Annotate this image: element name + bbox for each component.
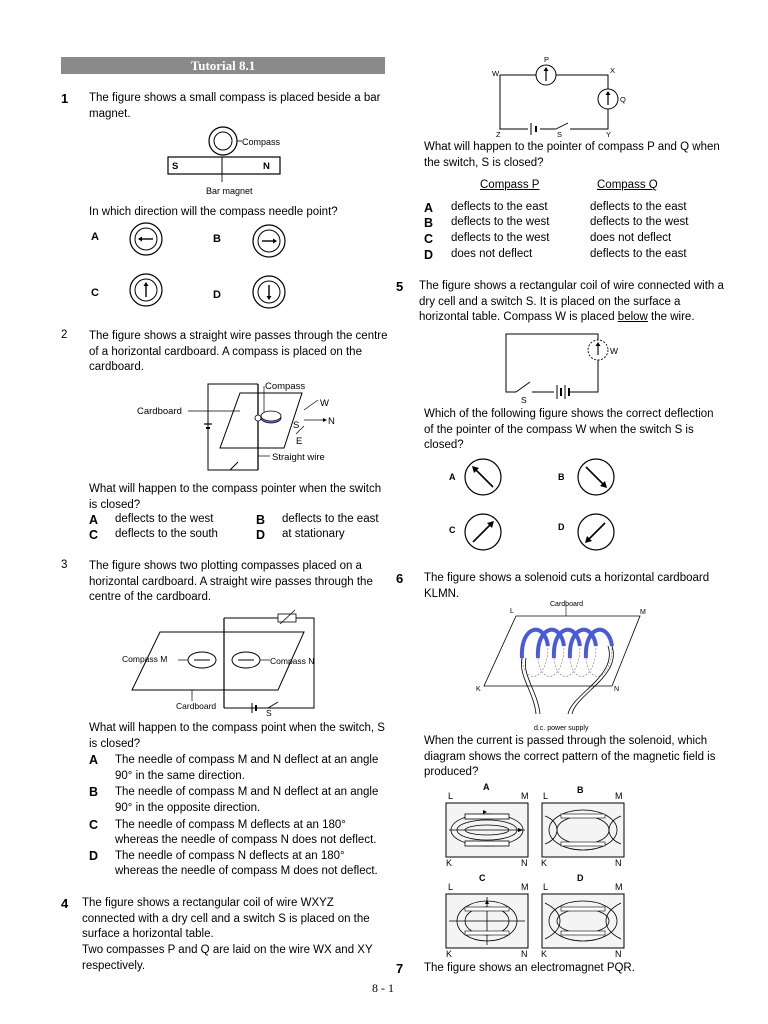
q5-stem-a: The figure shows a rectangular coil of wire connected with a dry cell and a switch S. It is placed on the surface a horizontal table. Compass W is placed	[419, 280, 724, 323]
page-number: 8 - 1	[372, 981, 394, 995]
q6-k-label: K	[476, 686, 481, 693]
q6-d-corner-k: K	[541, 949, 548, 959]
q6-stem: The figure shows a solenoid cuts a horizontal cardboard KLMN.	[424, 572, 710, 600]
q6-c-corner-n: N	[521, 949, 528, 959]
q6-option-b-label: B	[577, 785, 584, 795]
q4-z-label: Z	[496, 130, 501, 139]
q4-row-d-p: does not deflect	[451, 248, 533, 260]
q2-option-b-label: B	[256, 513, 266, 527]
q5-option-a-label: A	[449, 472, 456, 482]
q2-figure	[134, 376, 364, 476]
q6-cardboard-label: Cardboard	[550, 601, 584, 608]
q4-row-c-p: deflects to the west	[451, 232, 550, 244]
q4-row-b-q: deflects to the west	[590, 216, 689, 228]
q4-row-a-q: deflects to the east	[590, 201, 687, 213]
q1-option-b-compass	[250, 222, 288, 260]
q4-row-a-label: A	[424, 201, 434, 215]
q6-question: When the current is passed through the solenoid, which diagram shows the correct pattern of the magnetic field is produced?	[424, 735, 716, 778]
q6-option-b-diagram	[541, 802, 625, 858]
q6-option-a-diagram	[445, 802, 529, 858]
q2-cardboard-label: Cardboard	[137, 406, 182, 417]
q6-m-label: M	[640, 609, 646, 616]
q3-option-a-line2: 90° in the same direction.	[115, 770, 245, 782]
q5-stem-underline: below	[617, 311, 648, 323]
q4-stem2: Two compasses P and Q are laid on the wire WX and XY respectively.	[82, 944, 373, 972]
q2-w-label: W	[320, 398, 329, 409]
q2-n-label: N	[328, 416, 335, 427]
q3-option-c-line2: whereas the needle of compass N does not deflect.	[115, 834, 377, 846]
q5-s-label: S	[521, 395, 527, 404]
q4-row-b-p: deflects to the west	[451, 216, 550, 228]
q6-option-d-label: D	[577, 873, 584, 883]
q1-option-b-label: B	[213, 233, 221, 245]
q5-stem	[419, 279, 724, 326]
q6-b-corner-l: L	[543, 791, 549, 801]
q4-row-c-q: does not deflect	[590, 232, 672, 244]
q6-number: 6	[396, 571, 404, 586]
q3-option-b-label: B	[89, 785, 99, 799]
q3-number: 3	[61, 559, 68, 571]
q5-option-d-compass	[574, 510, 618, 554]
q2-question: What will happen to the compass pointer when the switch is closed?	[89, 483, 382, 511]
q2-stem: The figure shows a straight wire passes through the centre of a horizontal cardboard. A compass is placed on the cardboard.	[89, 330, 388, 373]
q5-option-d-label: D	[558, 522, 565, 532]
q6-option-d-diagram	[541, 893, 625, 949]
q4-question: What will happen to the pointer of compass P and Q when the switch, S is closed?	[424, 141, 720, 169]
q4-y-label: Y	[606, 130, 612, 139]
q6-a-corner-m: M	[521, 791, 529, 801]
q6-figure	[472, 596, 652, 734]
q3-option-a-line1: The needle of compass M and N deflect at an angle	[115, 754, 379, 766]
q5-figure	[498, 328, 638, 404]
q6-a-corner-l: L	[448, 791, 454, 801]
q4-row-d-label: D	[424, 248, 434, 262]
q3-option-b-line2: 90° in the opposite direction.	[115, 802, 261, 814]
q2-e-label: E	[296, 436, 303, 447]
q2-wire-label: Straight wire	[272, 452, 325, 463]
q6-d-corner-m: M	[615, 882, 623, 892]
q4-q-label: Q	[620, 95, 626, 104]
q3-question: What will happen to the compass point when the switch, S is closed?	[89, 722, 385, 750]
q2-option-c-text: deflects to the south	[115, 528, 218, 540]
q3-option-c-label: C	[89, 818, 99, 832]
q3-option-d-label: D	[89, 849, 99, 863]
q6-c-corner-l: L	[448, 882, 454, 892]
q2-option-b-text: deflects to the east	[282, 513, 379, 525]
q6-d-corner-l: L	[543, 882, 549, 892]
q3-option-b-line1: The needle of compass M and N deflect at an angle	[115, 786, 379, 798]
q7-stem: The figure shows an electromagnet PQR.	[424, 962, 635, 974]
q6-b-corner-m: M	[615, 791, 623, 801]
q1-option-d-label: D	[213, 289, 221, 301]
q5-w-label: W	[610, 346, 619, 356]
q2-option-d-text: at stationary	[282, 528, 345, 540]
q3-s-label: S	[266, 708, 272, 716]
q1-option-a-compass	[127, 220, 165, 258]
q3-stem: The figure shows two plotting compasses placed on a horizontal cardboard. A straight wire passes through the centre of the cardboard.	[89, 560, 373, 603]
q3-figure	[118, 604, 318, 716]
q6-option-c-diagram	[445, 893, 529, 949]
q3-option-d-line2: whereas the needle of compass M does not deflect.	[115, 865, 378, 877]
q6-a-corner-k: K	[446, 858, 453, 868]
q5-option-a-compass	[461, 455, 505, 499]
q4-w-label: W	[492, 69, 500, 78]
q4-row-d-q: deflects to the east	[590, 248, 687, 260]
q1-option-c-compass	[127, 271, 165, 309]
q2-option-d-label: D	[256, 528, 266, 542]
q1-figure	[160, 122, 290, 198]
q2-number: 2	[61, 329, 68, 341]
q2-option-a-text: deflects to the west	[115, 513, 214, 525]
q5-option-c-compass	[461, 510, 505, 554]
q1-bar-label: Bar magnet	[206, 186, 253, 196]
q6-b-corner-k: K	[541, 858, 548, 868]
q3-compass-m-label: Compass M	[122, 654, 168, 664]
q1-stem: The figure shows a small compass is placed beside a bar magnet.	[89, 92, 381, 120]
q2-option-a-label: A	[89, 513, 99, 527]
q4-row-a-p: deflects to the east	[451, 201, 548, 213]
q2-s-label: S	[293, 420, 300, 431]
q4-number: 4	[61, 896, 69, 911]
q2-compass-label: Compass	[265, 381, 306, 392]
q1-number: 1	[61, 91, 69, 106]
q6-option-a-label: A	[483, 782, 490, 792]
q1-compass-label: Compass	[242, 137, 281, 147]
q5-option-c-label: C	[449, 525, 456, 535]
q5-number: 5	[396, 279, 404, 294]
q6-c-corner-m: M	[521, 882, 529, 892]
q6-b-corner-n: N	[615, 858, 622, 868]
q4-x-label: X	[610, 66, 616, 75]
q3-option-a-label: A	[89, 753, 99, 767]
q2-option-c-label: C	[89, 528, 99, 542]
q5-option-b-compass	[574, 455, 618, 499]
q1-option-a-label: A	[91, 231, 99, 243]
q6-n-label: N	[614, 686, 620, 693]
tutorial-banner: Tutorial 8.1	[61, 57, 385, 74]
q1-question: In which direction will the compass needle point?	[89, 206, 338, 218]
q4-stem: The figure shows a rectangular coil of wire WXYZ connected with a dry cell and a switch S is placed on the surface a horizontal table.	[82, 897, 370, 940]
q6-supply-label: d.c. power supply	[534, 725, 589, 732]
q5-question: Which of the following figure shows the correct deflection of the pointer of the compass W when the switch S is closed?	[424, 408, 714, 451]
q6-a-corner-n: N	[521, 858, 528, 868]
q4-col-p: Compass P	[480, 179, 540, 191]
q4-row-c-label: C	[424, 232, 434, 246]
q4-s-label: S	[557, 130, 563, 139]
q7-number: 7	[396, 961, 404, 976]
q6-l-label: L	[510, 608, 514, 615]
q3-compass-n-label: Compass N	[270, 656, 315, 666]
q1-option-c-label: C	[91, 287, 99, 299]
q4-col-q: Compass Q	[597, 179, 658, 191]
q6-d-corner-n: N	[615, 949, 622, 959]
q6-option-c-label: C	[479, 873, 486, 883]
q4-row-b-label: B	[424, 216, 434, 230]
q3-option-c-line1: The needle of compass M deflects at an 180°	[115, 819, 346, 831]
q1-n-label: N	[263, 161, 270, 172]
q1-s-label: S	[172, 161, 179, 172]
q5-stem-b: the wire.	[647, 311, 695, 323]
q4-p-label: P	[544, 55, 550, 64]
q5-option-b-label: B	[558, 472, 565, 482]
q6-c-corner-k: K	[446, 949, 453, 959]
q1-option-d-compass	[250, 273, 288, 311]
q3-option-d-line1: The needle of compass N deflects at an 180°	[115, 850, 345, 862]
q3-cardboard-label: Cardboard	[176, 701, 217, 711]
q4-figure	[488, 55, 638, 140]
